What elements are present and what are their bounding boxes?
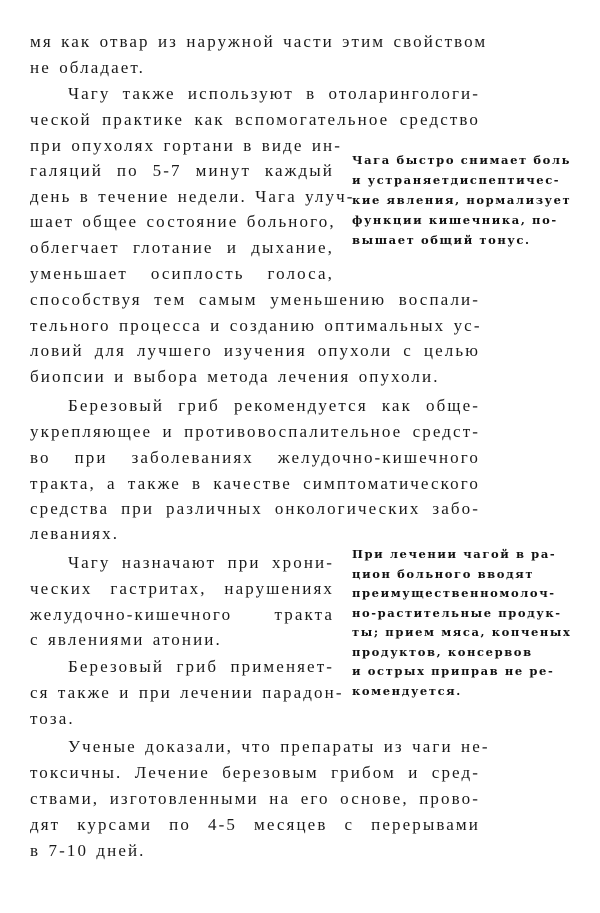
text-line: Ученые доказали, что препараты из чаги не- xyxy=(68,737,490,756)
text-line: не обладает. xyxy=(30,58,145,77)
text-line: Чагу также используют в отоларингологи- xyxy=(68,84,480,103)
note-line: вышает общий тонус. xyxy=(352,233,531,247)
text-line: тракта, а также в качестве симптоматического xyxy=(30,474,480,493)
text-line: дят курсами по 4-5 месяцев с перерывами xyxy=(30,815,480,834)
note-line: функции кишечника, по- xyxy=(352,213,558,227)
text-line: средства при различных онкологических забо- xyxy=(30,499,480,518)
note-line: и устраняетдиспептичес- xyxy=(352,173,561,187)
text-line: биопсии и выбора метода лечения опухоли. xyxy=(30,367,440,386)
text-line: Березовый гриб рекомендуется как обще- xyxy=(68,396,480,415)
note-line: но-растительные продук- xyxy=(352,605,562,620)
note-line: кие явления, нормализует xyxy=(352,193,572,207)
note-line: и острых приправ не ре- xyxy=(352,664,555,678)
text-line: в 7-10 дней. xyxy=(30,841,146,860)
text-line: ческой практике как вспомогательное средство xyxy=(30,110,480,129)
text-line: с явлениями атонии. xyxy=(30,630,222,649)
text-line: во при заболеваниях желудочно-кишечного xyxy=(30,448,480,467)
text-line: способствуя тем самым уменьшению воспали- xyxy=(30,290,480,309)
text-line: при опухолях гортани в виде ин- xyxy=(30,136,342,155)
text-line: леваниях. xyxy=(30,524,120,543)
text-line: мя как отвар из наружной части этим свойством xyxy=(30,32,488,51)
note-line: комендуется. xyxy=(352,683,462,698)
text-line: токсичны. Лечение березовым грибом и сред- xyxy=(30,763,480,782)
text-line: желудочно-кишечного тракта xyxy=(30,605,334,624)
text-line: ствами, изготовленными на его основе, прово- xyxy=(30,789,480,808)
text-line: день в течение недели. Чага улуч- xyxy=(30,187,355,206)
side-note-diet xyxy=(352,545,571,701)
text-line: тельного процесса и созданию оптимальных ус- xyxy=(30,316,482,335)
text-line: галяций по 5-7 минут каждый xyxy=(30,161,334,180)
note-line: При лечении чагой в ра- xyxy=(352,547,557,561)
text-line: тоза. xyxy=(30,709,75,728)
text-line: Березовый гриб применяет- xyxy=(68,657,334,676)
note-line: ты; прием мяса, копченых xyxy=(352,625,572,639)
text-line: укрепляющее и противовоспалительное средст- xyxy=(30,422,480,441)
note-line: преимущественномолоч- xyxy=(352,586,556,600)
text-line: облегчает глотание и дыхание, xyxy=(30,238,334,257)
text-line: ческих гастритах, нарушениях xyxy=(30,579,334,598)
text-line: шает общее состояние больного, xyxy=(30,212,336,231)
text-line: ловий для лучшего изучения опухоли с целью xyxy=(30,341,480,360)
note-line: цион больного вводят xyxy=(352,566,535,581)
text-line: Чагу назначают при хрони- xyxy=(68,553,334,572)
note-line: продуктов, консервов xyxy=(352,644,533,659)
side-note-digestion xyxy=(352,150,571,250)
text-line: ся также и при лечении парадон- xyxy=(30,683,344,702)
note-line: Чага быстро снимает боль xyxy=(352,153,571,167)
text-line: уменьшает осиплость голоса, xyxy=(30,264,334,283)
